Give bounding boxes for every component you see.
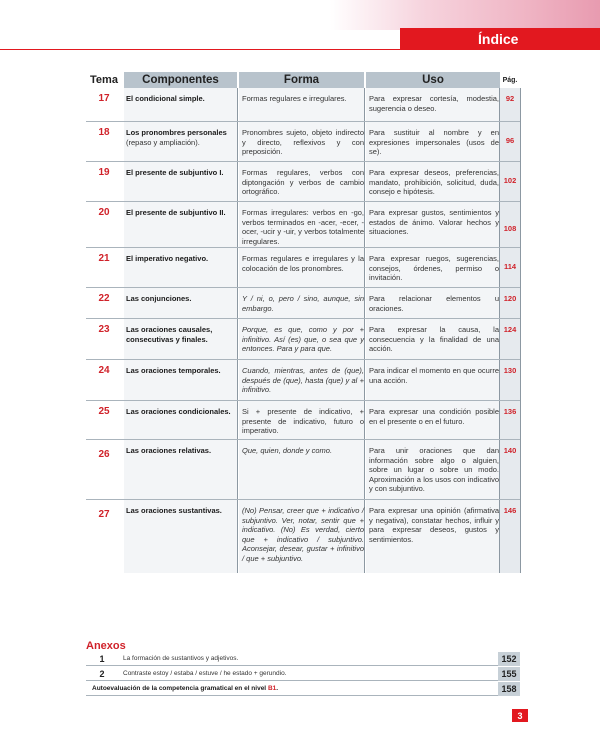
tema-number: 23	[98, 324, 110, 335]
anexo-text: La formación de sustantivos y adjetivos.	[123, 655, 239, 662]
componente-cell	[126, 254, 237, 264]
componente-cell	[126, 94, 237, 104]
forma-cell: Formas regulares, verbos con diptongación y verbos de cambio ortográfico.	[242, 168, 364, 196]
componente-cell	[126, 366, 237, 376]
componente-label: El presente de subjuntivo I.	[126, 168, 224, 177]
componente-label: Las oraciones temporales.	[126, 366, 221, 375]
page-link[interactable]: 96	[505, 136, 515, 145]
header-componentes: Componentes	[124, 72, 237, 88]
uso-cell: Para expresar deseos, preferencias, mandato, prohibición, solicitud, duda, consejo e hipótesis.	[369, 168, 499, 196]
forma-cell: Formas regulares e irregulares y la colocación de los pronombres.	[242, 254, 364, 273]
forma-cell: Formas regulares e irregulares.	[242, 94, 347, 103]
forma-cell: Cuando, mientras, antes de (que), después de (que), hasta (que) y al + infinitivo.	[242, 366, 364, 394]
componente-label: El presente de subjuntivo II.	[126, 208, 226, 217]
tema-number: 22	[98, 293, 110, 304]
table-row	[86, 248, 520, 288]
uso-cell: Para expresar una condición posible en el presente o en el futuro.	[369, 407, 499, 426]
anexo-number: 2	[99, 669, 105, 679]
tema-number: 20	[98, 207, 110, 218]
page-link[interactable]: 146	[503, 506, 517, 515]
anexo-text: Contraste estoy / estaba / estuve / he estado + gerundio.	[123, 670, 287, 677]
tema-number: 18	[98, 127, 110, 138]
header-rule	[0, 49, 600, 50]
table-row	[86, 162, 520, 202]
componente-cell	[126, 325, 237, 344]
forma-cell: Y / ni, o, pero / sino, aunque, sin embargo.	[242, 294, 364, 313]
anexo-row	[86, 652, 520, 666]
table-row	[86, 360, 520, 401]
componente-label: Las oraciones causales, consecutivas y finales.	[126, 325, 213, 344]
page-link[interactable]: 124	[503, 325, 517, 334]
index-title-tab: Índice	[400, 28, 600, 50]
autoevaluacion-text	[92, 682, 278, 696]
forma-cell: Formas irregulares: verbos en -go, verbos terminados en -acer, -ecer, -ocer, -ucir y -uir, y verbos totalmente irregulares.	[242, 208, 364, 246]
level-badge: B1	[267, 685, 277, 692]
table-row	[86, 401, 520, 440]
anexo-row	[86, 667, 520, 681]
page-link[interactable]: 108	[503, 224, 517, 233]
page-number: 3	[512, 709, 528, 722]
componente-label: El condicional simple.	[126, 94, 205, 103]
tema-number: 19	[98, 167, 110, 178]
page-link[interactable]: 158	[498, 682, 520, 696]
componente-label: Las oraciones sustantivas.	[126, 506, 222, 515]
table-row	[86, 440, 520, 500]
tema-number: 21	[98, 253, 110, 264]
forma-cell: Porque, es que, como y por + infinitivo. Así (es) que, o sea que y entonces. Para y para que.	[242, 325, 364, 353]
componente-cell	[126, 446, 237, 456]
componente-label: El imperativo negativo.	[126, 254, 209, 263]
uso-cell: Para indicar el momento en que ocurre una acción.	[369, 366, 499, 385]
uso-cell: Para expresar gustos, sentimientos y estados de ánimo. Valorar hechos y situaciones.	[369, 208, 499, 236]
componente-subtitle: (repaso y ampliación).	[126, 137, 200, 147]
table-row	[86, 319, 520, 360]
componente-label: Las oraciones condicionales.	[126, 407, 231, 416]
autoevaluacion-period: .	[276, 685, 279, 692]
header-tema: Tema	[90, 74, 118, 86]
page-link[interactable]: 114	[503, 262, 517, 271]
column-divider	[520, 88, 521, 573]
header-forma: Forma	[239, 72, 364, 88]
forma-cell: Si + presente de indicativo, + presente de indicativo, futuro o imperativo.	[242, 407, 364, 435]
header-uso: Uso	[366, 72, 500, 88]
componente-cell	[126, 506, 237, 516]
page-link[interactable]: 136	[503, 407, 517, 416]
anexo-number: 1	[99, 654, 105, 664]
table-row	[86, 202, 520, 248]
tema-number: 25	[98, 406, 110, 417]
tema-number: 24	[98, 365, 110, 376]
tema-number: 17	[98, 93, 110, 104]
uso-cell: Para expresar la causa, la consecuencia y la finalidad de una acción.	[369, 325, 499, 353]
table-row	[86, 88, 520, 122]
page-link[interactable]: 102	[503, 176, 517, 185]
componente-cell	[126, 168, 237, 178]
componente-label: Las conjunciones.	[126, 294, 192, 303]
uso-cell: Para expresar una opinión (afirmativa y negativa), constatar hechos, influir y para expresar deseos, gustos y sentimientos.	[369, 506, 499, 544]
header-decoration	[330, 0, 600, 30]
autoevaluacion-row	[86, 682, 520, 696]
uso-cell: Para relacionar elementos u oraciones.	[369, 294, 499, 313]
forma-cell: Pronombres sujeto, objeto indirecto y directo, reflexivos y con preposición.	[242, 128, 364, 156]
componente-cell	[126, 294, 237, 304]
componente-label: Las oraciones relativas.	[126, 446, 212, 455]
uso-cell: Para sustituir al nombre y en expresiones impersonales (usos de se).	[369, 128, 499, 156]
table-row	[86, 288, 520, 319]
forma-cell: Que, quien, donde y como.	[242, 446, 333, 455]
componente-cell	[126, 407, 237, 417]
page-link[interactable]: 152	[498, 652, 520, 666]
tema-number: 27	[98, 509, 110, 520]
uso-cell: Para unir oraciones que dan información sobre algo o alguien, sobre un lugar o sobre un modo. Aproximación a los usos con indicativo y con subjuntivo.	[369, 446, 499, 493]
page-link[interactable]: 155	[498, 667, 520, 681]
table-row	[86, 500, 520, 573]
page-link[interactable]: 130	[503, 366, 517, 375]
anexos-title: Anexos	[86, 640, 126, 652]
page-link[interactable]: 140	[503, 446, 517, 455]
componente-label: Los pronombres personales	[126, 128, 227, 137]
autoevaluacion-label: Autoevaluación de la competencia gramatical en el nivel	[92, 685, 267, 692]
uso-cell: Para expresar cortesía, modestia, sugerencia o deseo.	[369, 94, 499, 113]
forma-cell: (No) Pensar, creer que + indicativo / subjuntivo. Ver, notar, sentir que + indicativo. (No) Es verdad, cierto que + indicativo / subjuntivo. Aconsejar, desear, gustar + infinitivo / que + subjuntivo.	[242, 506, 364, 563]
header-pag: Pág.	[502, 76, 518, 84]
uso-cell: Para expresar ruegos, sugerencias, consejos, órdenes, permiso o invitación.	[369, 254, 499, 282]
componente-cell	[126, 208, 237, 218]
table-row	[86, 122, 520, 162]
tema-number: 26	[98, 449, 110, 460]
componente-cell	[126, 128, 237, 147]
page-link[interactable]: 120	[503, 294, 517, 303]
page-link[interactable]: 92	[505, 94, 515, 103]
